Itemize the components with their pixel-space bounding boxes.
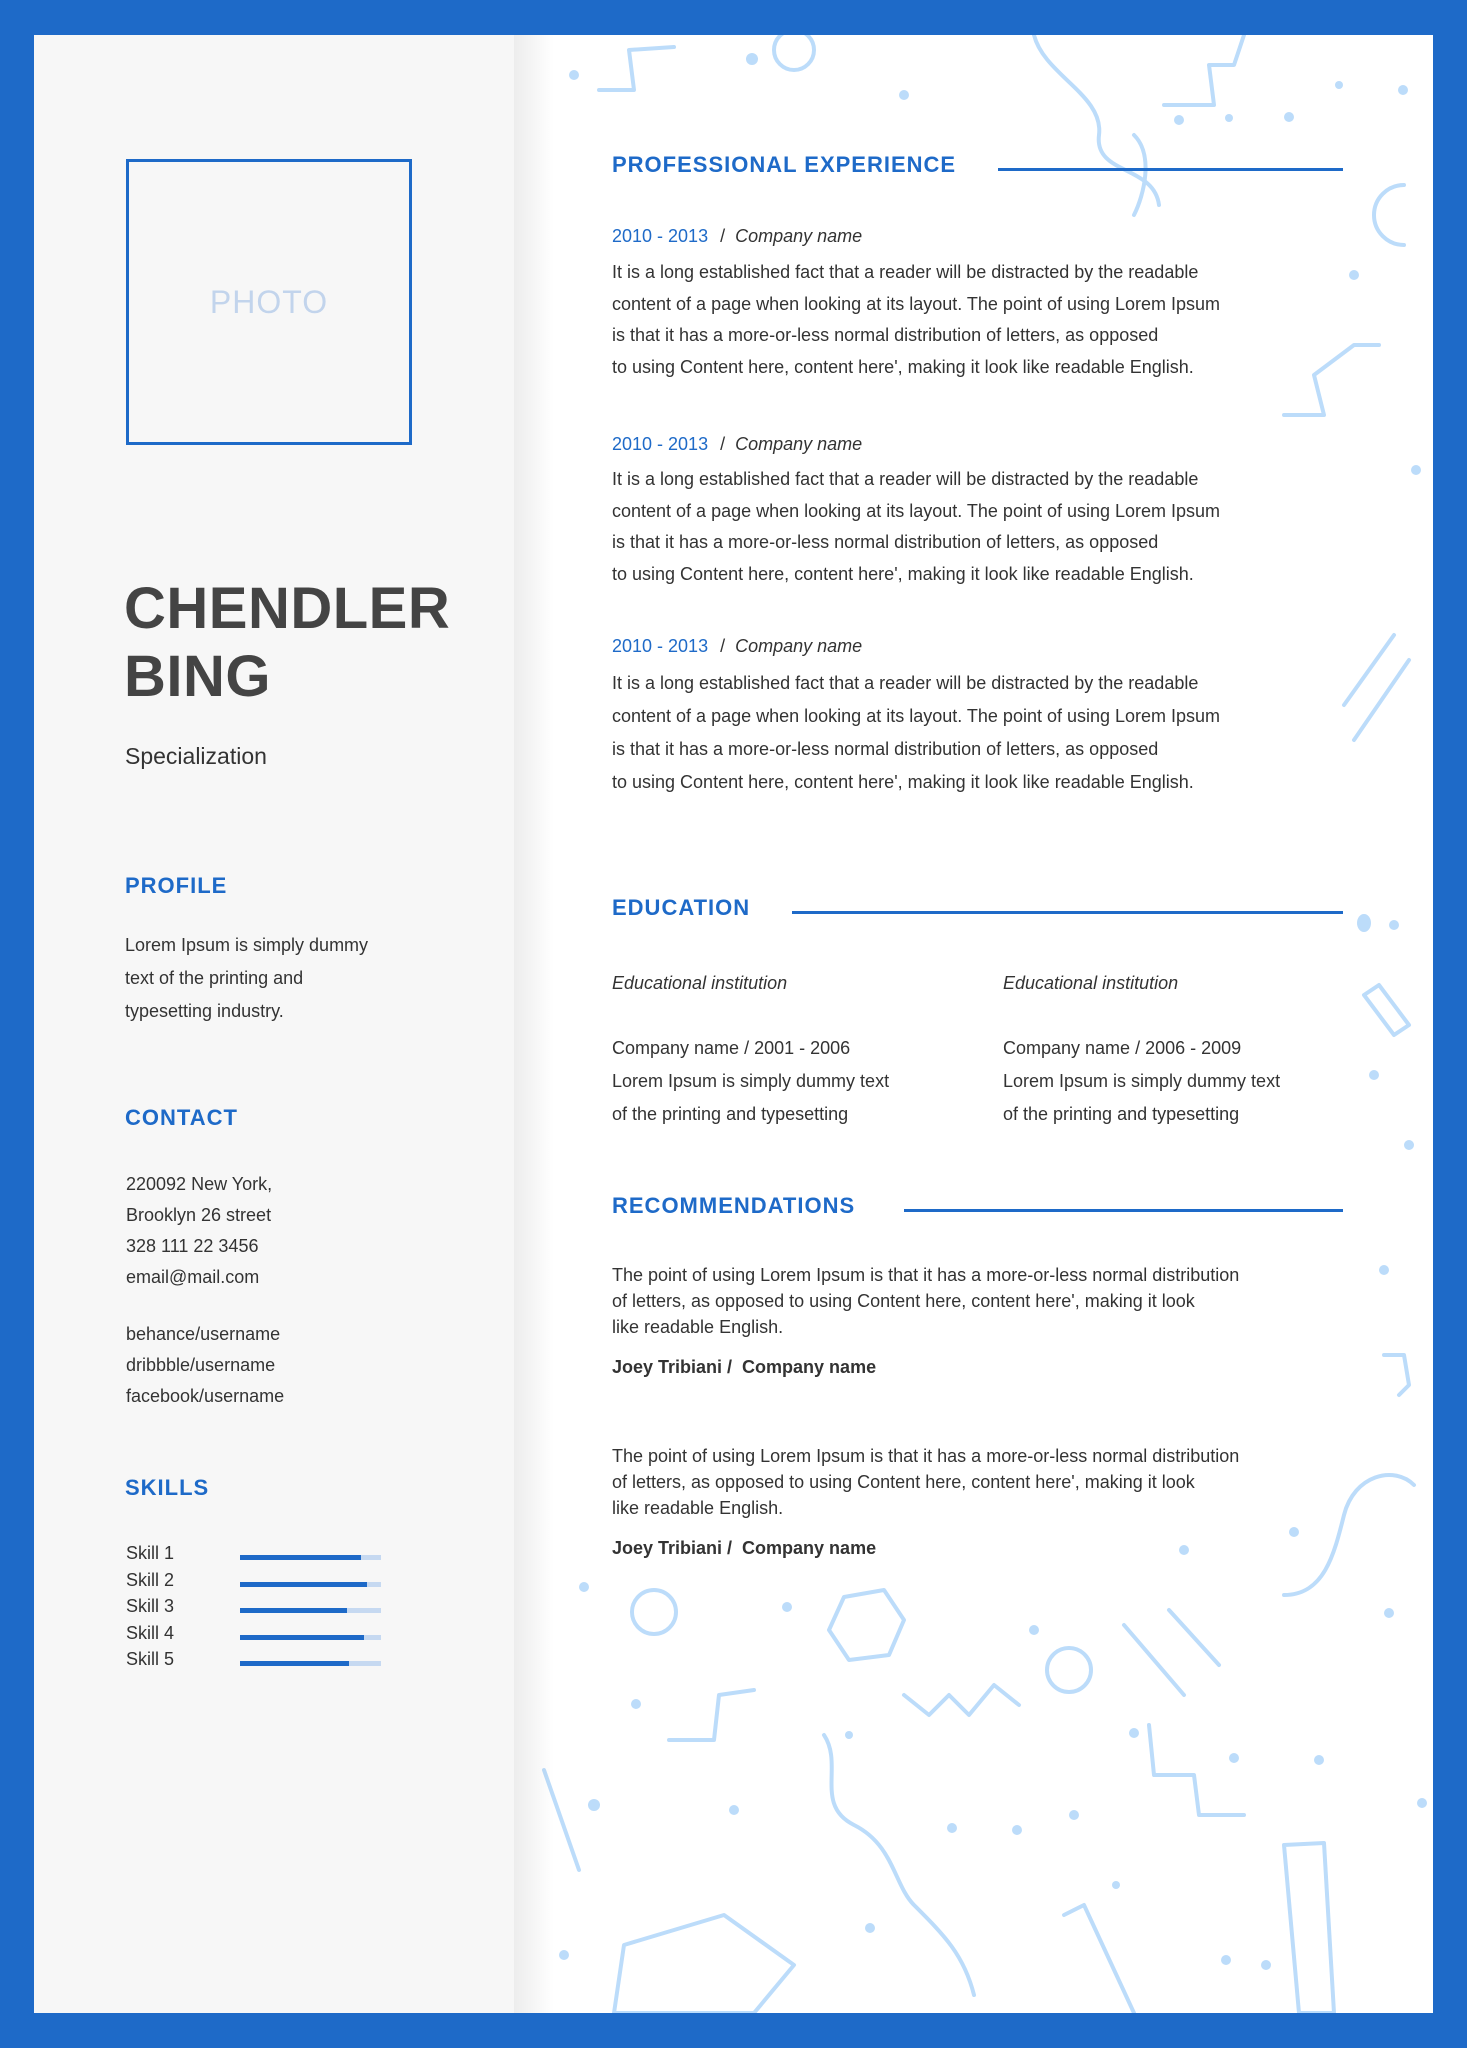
recommendation-line: The point of using Lorem Ipsum is that it has a more-or-less normal distribution bbox=[612, 1446, 1240, 1466]
education-heading-rule bbox=[792, 911, 1343, 914]
job-meta bbox=[612, 434, 862, 455]
job-description-line: to using Content here, content here', making it look like readable English. bbox=[612, 356, 1194, 377]
skill-bar-fill bbox=[240, 1635, 364, 1640]
recommendation-line: like readable English. bbox=[612, 1317, 784, 1337]
dribbble-link[interactable]: dribbble/username bbox=[126, 1355, 276, 1375]
education-heading: EDUCATION bbox=[612, 895, 751, 920]
job-meta bbox=[612, 226, 862, 247]
skill-row bbox=[126, 1596, 426, 1623]
recommendation-author bbox=[612, 1357, 876, 1378]
name-last: BING bbox=[124, 644, 271, 709]
skill-label: Skill 4 bbox=[126, 1622, 175, 1643]
experience-heading-rule bbox=[998, 168, 1343, 171]
job-company: Company name bbox=[735, 226, 863, 246]
recommendation-line: like readable English. bbox=[612, 1498, 784, 1518]
skills-heading: SKILLS bbox=[125, 1475, 210, 1500]
skill-bar-fill bbox=[240, 1661, 349, 1666]
education-period: Company name / 2006 - 2009 bbox=[1003, 1038, 1242, 1058]
job-description bbox=[612, 667, 1352, 799]
job-company: Company name bbox=[735, 636, 863, 656]
job-years: 2010 - 2013 bbox=[612, 226, 709, 246]
job-description bbox=[612, 257, 1352, 383]
education-institution: Educational institution bbox=[612, 973, 788, 993]
skill-bar-fill bbox=[240, 1582, 367, 1587]
education-institution: Educational institution bbox=[1003, 973, 1179, 993]
job-description-line: It is a long established fact that a reader will be distracted by the readable bbox=[612, 673, 1199, 693]
experience-heading: PROFESSIONAL EXPERIENCE bbox=[612, 152, 957, 177]
job-separator: / bbox=[720, 226, 726, 246]
skill-row bbox=[126, 1570, 426, 1597]
job-separator: / bbox=[720, 434, 726, 454]
education-description: of the printing and typesetting bbox=[612, 1104, 849, 1124]
address-line: Brooklyn 26 street bbox=[126, 1205, 272, 1225]
facebook-link[interactable]: facebook/username bbox=[126, 1386, 285, 1406]
recommendations-heading: RECOMMENDATIONS bbox=[612, 1193, 856, 1218]
phone-number: 328 111 22 3456 bbox=[126, 1236, 259, 1256]
job-description-line: is that it has a more-or-less normal distribution of letters, as opposed bbox=[612, 739, 1159, 759]
skill-label: Skill 1 bbox=[126, 1543, 175, 1563]
skill-label: Skill 2 bbox=[126, 1569, 175, 1590]
recommender-company: Company name bbox=[742, 1538, 877, 1558]
job-meta bbox=[612, 636, 862, 657]
skill-row bbox=[126, 1543, 426, 1570]
recommendation-line: The point of using Lorem Ipsum is that it has a more-or-less normal distribution bbox=[612, 1265, 1240, 1285]
job-description-line: is that it has a more-or-less normal distribution of letters, as opposed bbox=[612, 532, 1159, 552]
skill-label: Skill 5 bbox=[126, 1649, 175, 1669]
name-first: CHENDLER bbox=[124, 576, 451, 641]
job-description-line: content of a page when looking at its layout. The point of using Lorem Ipsum bbox=[612, 293, 1221, 314]
recommendation-author bbox=[612, 1538, 876, 1559]
email-address: email@mail.com bbox=[126, 1267, 260, 1287]
recommendation-line: of letters, as opposed to using Content here, content here', making it look bbox=[612, 1291, 1195, 1311]
job-description bbox=[612, 464, 1352, 590]
job-description-line: content of a page when looking at its layout. The point of using Lorem Ipsum bbox=[612, 500, 1221, 521]
education-period: Company name / 2001 - 2006 bbox=[612, 1038, 851, 1058]
job-description-line: content of a page when looking at its layout. The point of using Lorem Ipsum bbox=[612, 706, 1221, 726]
skill-bar bbox=[240, 1608, 381, 1613]
recommender-name: Joey Tribiani / bbox=[612, 1538, 733, 1558]
job-description-line: is that it has a more-or-less normal distribution of letters, as opposed bbox=[612, 325, 1159, 345]
recommendation-line: of letters, as opposed to using Content here, content here', making it look bbox=[612, 1472, 1195, 1492]
photo-label: PHOTO bbox=[209, 283, 329, 320]
skill-bar bbox=[240, 1555, 381, 1560]
profile-line: text of the printing and bbox=[125, 968, 304, 988]
behance-link[interactable]: behance/username bbox=[126, 1324, 281, 1344]
recommender-name: Joey Tribiani / bbox=[612, 1357, 733, 1377]
profile-line: typesetting industry. bbox=[125, 1001, 284, 1021]
skill-bar-fill bbox=[240, 1555, 361, 1560]
education-item bbox=[612, 973, 952, 1131]
photo-placeholder bbox=[126, 159, 412, 445]
skill-label: Skill 3 bbox=[126, 1596, 175, 1616]
profile-heading: PROFILE bbox=[125, 873, 228, 898]
recommender-company: Company name bbox=[742, 1357, 877, 1377]
resume-sheet bbox=[34, 35, 1433, 2013]
education-item bbox=[1003, 973, 1343, 1131]
education-description: Lorem Ipsum is simply dummy text bbox=[1003, 1071, 1281, 1091]
skill-bar bbox=[240, 1635, 381, 1640]
recommendation-text bbox=[612, 1262, 1372, 1340]
skill-row bbox=[126, 1623, 426, 1650]
skill-bar bbox=[240, 1582, 381, 1587]
contact-heading: CONTACT bbox=[125, 1105, 238, 1130]
recommendation-text bbox=[612, 1443, 1372, 1521]
job-years: 2010 - 2013 bbox=[612, 636, 709, 656]
job-description-line: It is a long established fact that a reader will be distracted by the readable bbox=[612, 469, 1199, 489]
profile-text bbox=[125, 929, 368, 1028]
job-separator: / bbox=[720, 636, 726, 656]
address-line: 220092 New York, bbox=[126, 1174, 273, 1194]
skills-list bbox=[126, 1543, 426, 1676]
recommendations-heading-rule bbox=[904, 1209, 1343, 1212]
skill-bar bbox=[240, 1661, 381, 1666]
skill-bar-fill bbox=[240, 1608, 347, 1613]
full-name bbox=[124, 575, 450, 711]
education-description: of the printing and typesetting bbox=[1003, 1104, 1240, 1124]
specialization: Specialization bbox=[125, 743, 267, 769]
profile-line: Lorem Ipsum is simply dummy bbox=[125, 935, 369, 955]
sidebar-shadow bbox=[514, 35, 554, 2013]
job-years: 2010 - 2013 bbox=[612, 434, 709, 454]
education-description: Lorem Ipsum is simply dummy text bbox=[612, 1071, 890, 1091]
skill-row bbox=[126, 1649, 426, 1676]
job-company: Company name bbox=[735, 434, 863, 454]
job-description-line: It is a long established fact that a reader will be distracted by the readable bbox=[612, 262, 1199, 282]
job-description-line: to using Content here, content here', making it look like readable English. bbox=[612, 563, 1194, 584]
job-description-line: to using Content here, content here', making it look like readable English. bbox=[612, 772, 1194, 792]
